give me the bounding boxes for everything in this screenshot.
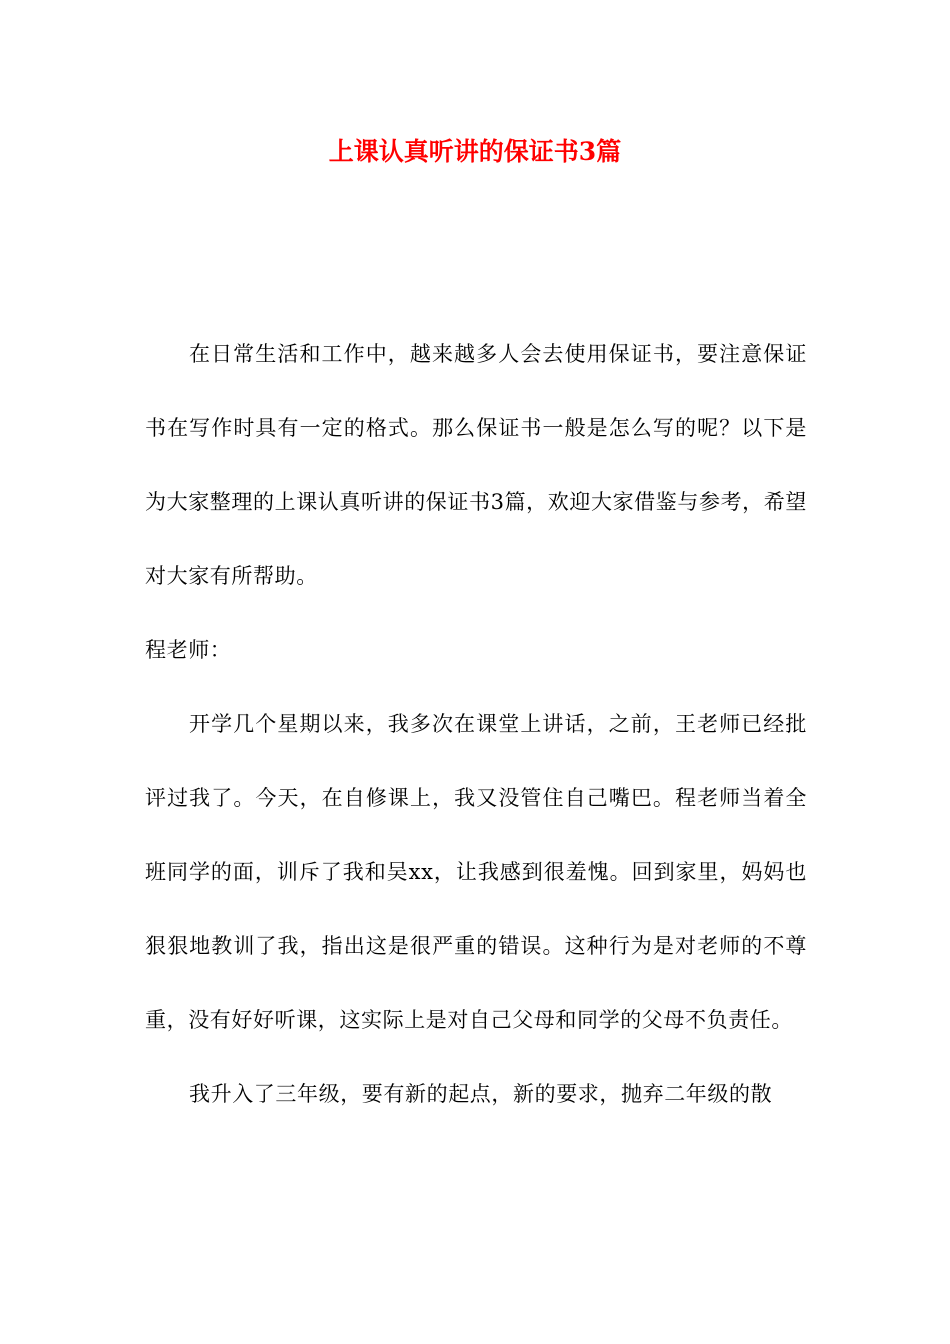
document-title: 上课认真听讲的保证书3篇 <box>328 137 622 166</box>
body-paragraph: 我升入了三年级，要有新的起点，新的要求，抛弃二年级的散 <box>189 1082 773 1106</box>
body-paragraph: 开学几个星期以来，我多次在课堂上讲话，之前，王老师已经批评过我了。今天，在自修课上，我又没管住自己嘴巴。程老师当着全班同学的面，训斥了我和吴xx，让我感到很羞愧。回到家里，妈妈也狠狠地教训了我，指出这是很严重的错误。这种行为是对老师的不尊重，没有好好听课，这实际上是对自己父母和同学的父母不负责任。 <box>145 712 807 1032</box>
intro-paragraph: 在日常生活和工作中，越来越多人会去使用保证书，要注意保证书在写作时具有一定的格式。那么保证书一般是怎么写的呢？以下是为大家整理的上课认真听讲的保证书3篇，欢迎大家借鉴与参考，希望对大家有所帮助。 <box>145 342 807 588</box>
salutation: 程老师： <box>145 638 232 662</box>
document-body <box>145 317 807 1131</box>
